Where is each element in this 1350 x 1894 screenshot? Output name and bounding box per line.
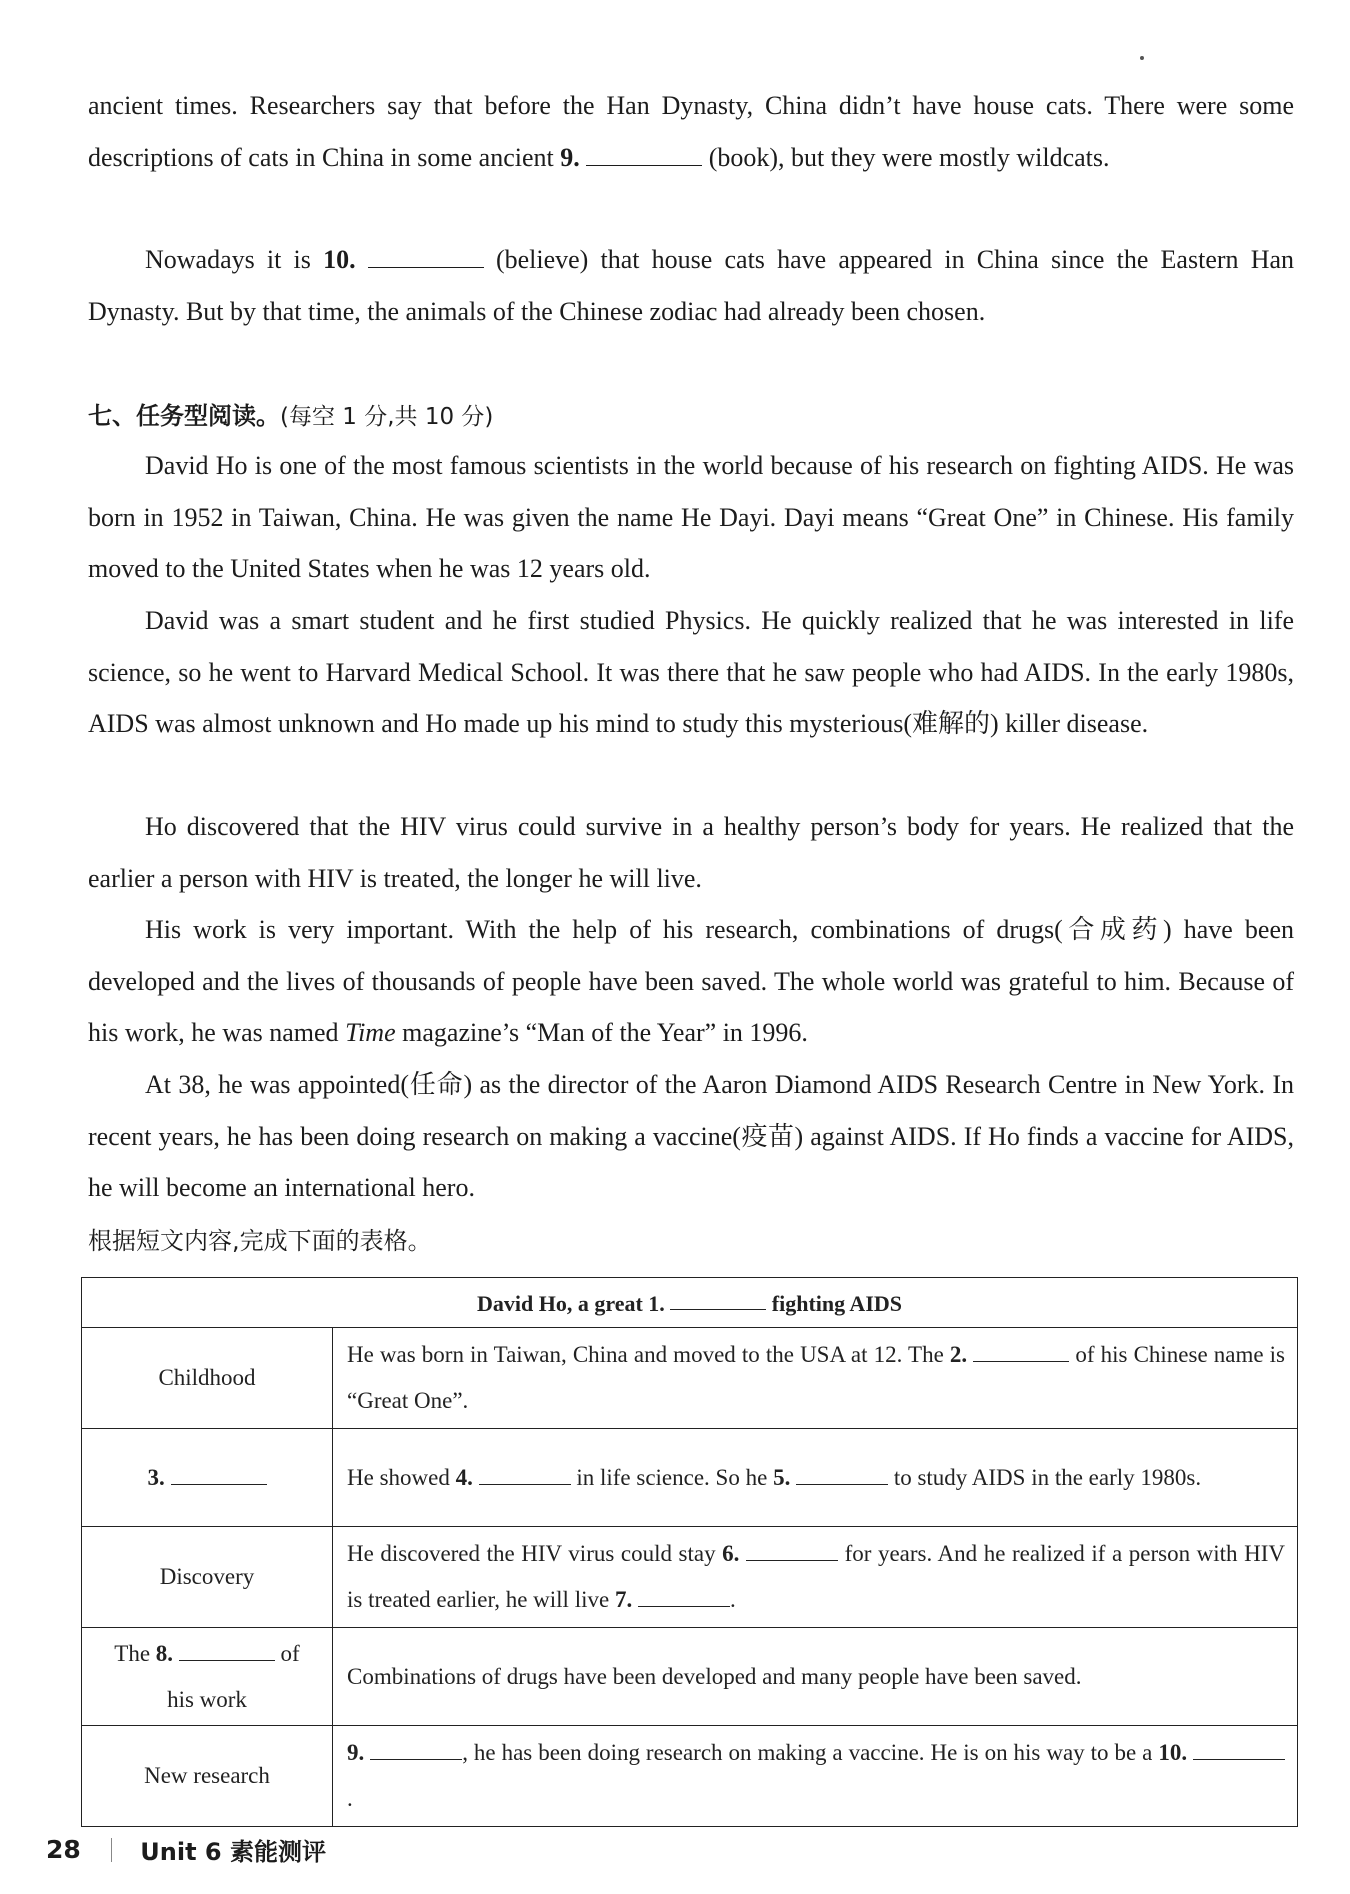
table-instruction: 根据短文内容,完成下面的表格。	[88, 1227, 432, 1255]
row-content: He discovered the HIV virus could stay 6. for years. And he realized if a person with HIV is treated earlier, he will live 7. .	[333, 1527, 1298, 1628]
row-label: The 8. of his work	[82, 1628, 333, 1726]
answer-blank-t5[interactable]	[796, 1462, 888, 1485]
unit-label: Unit 6 素能测评	[140, 1838, 326, 1866]
reading-paragraph-1: David Ho is one of the most famous scientists in the world because of his research on fighting AIDS. He was born in 1952 in Taiwan, China. He was given the name He Dayi. Dayi means “Great One” in Chinese. His family moved to the United States when he was 12 years old.	[88, 451, 1294, 583]
magazine-title: Time	[345, 1018, 396, 1047]
speck	[1140, 56, 1144, 60]
page-number: 28	[46, 1835, 81, 1864]
table-row	[82, 1429, 1298, 1527]
row-content: Combinations of drugs have been developed and many people have been saved.	[333, 1628, 1298, 1726]
table-row	[82, 1328, 1298, 1429]
passage-paragraph-1: ancient times. Researchers say that before the Han Dynasty, China didn’t have house cats. There were some descriptions of cats in China in some ancient 9. (book), but they were mostly wildcats.	[88, 91, 1294, 172]
answer-blank-t3[interactable]	[171, 1462, 267, 1485]
table-header-row	[82, 1278, 1298, 1328]
reading-paragraph-2: David was a smart student and he first studied Physics. He quickly realized that he was interested in life science, so he went to Harvard Medical School. It was there that he saw people who had AIDS. In the early 1980s, AIDS was almost unknown and Ho made up his mind to study this mysterious(难解的) killer disease.	[88, 606, 1294, 738]
answer-blank-9[interactable]	[586, 139, 702, 166]
table-row	[82, 1527, 1298, 1628]
row-content: He showed 4. in life science. So he 5. to study AIDS in the early 1980s.	[333, 1429, 1298, 1527]
answer-blank-10[interactable]	[368, 241, 484, 268]
answer-blank-t4[interactable]	[479, 1462, 571, 1485]
answer-blank-t2[interactable]	[973, 1339, 1069, 1362]
section-score: (每空 1 分,共 10 分)	[280, 404, 494, 430]
table-header-cell: David Ho, a great 1. fighting AIDS	[82, 1278, 1298, 1328]
answer-blank-t9[interactable]	[370, 1737, 462, 1760]
info-table	[81, 1277, 1298, 1827]
table-row	[82, 1628, 1298, 1726]
blank-number-10: 10.	[323, 245, 356, 274]
answer-blank-t8[interactable]	[179, 1638, 275, 1661]
table-row	[82, 1726, 1298, 1827]
section-heading: 七、任务型阅读。(每空 1 分,共 10 分)	[88, 402, 494, 430]
answer-blank-t7[interactable]	[638, 1584, 730, 1607]
row-label: Discovery	[82, 1527, 333, 1628]
footer-divider	[111, 1838, 113, 1862]
page-footer	[46, 1832, 326, 1867]
row-content: 9. , he has been doing research on making a vaccine. He is on his way to be a 10. .	[333, 1726, 1298, 1827]
reading-paragraph-4: His work is very important. With the help of his research, combinations of drugs(合成药) have been developed and the lives of thousands of people have been saved. The whole world was grateful to him. Because of his work, he was named Time magazine’s “Man of the Year” in 1996.	[88, 915, 1294, 1047]
passage-paragraph-2: Nowadays it is 10. (believe) that house cats have appeared in China since the Eastern Han Dynasty. But by that time, the animals of the Chinese zodiac had already been chosen.	[88, 234, 1294, 337]
reading-paragraph-3: Ho discovered that the HIV virus could survive in a healthy person’s body for years. He realized that the earlier a person with HIV is treated, the longer he will live.	[88, 812, 1294, 893]
blank-number-9: 9.	[560, 142, 580, 172]
answer-blank-t1[interactable]	[670, 1289, 766, 1311]
row-label: New research	[82, 1726, 333, 1827]
row-label: Childhood	[82, 1328, 333, 1429]
row-label: 3.	[82, 1429, 333, 1527]
answer-blank-t10[interactable]	[1193, 1737, 1285, 1760]
row-content: He was born in Taiwan, China and moved to the USA at 12. The 2. of his Chinese name is “Great One”.	[333, 1328, 1298, 1429]
reading-paragraph-5: At 38, he was appointed(任命) as the director of the Aaron Diamond AIDS Research Centre in New York. In recent years, he has been doing research on making a vaccine(疫苗) against AIDS. If Ho finds a vaccine for AIDS, he will become an international hero.	[88, 1070, 1294, 1202]
answer-blank-t6[interactable]	[746, 1538, 838, 1561]
